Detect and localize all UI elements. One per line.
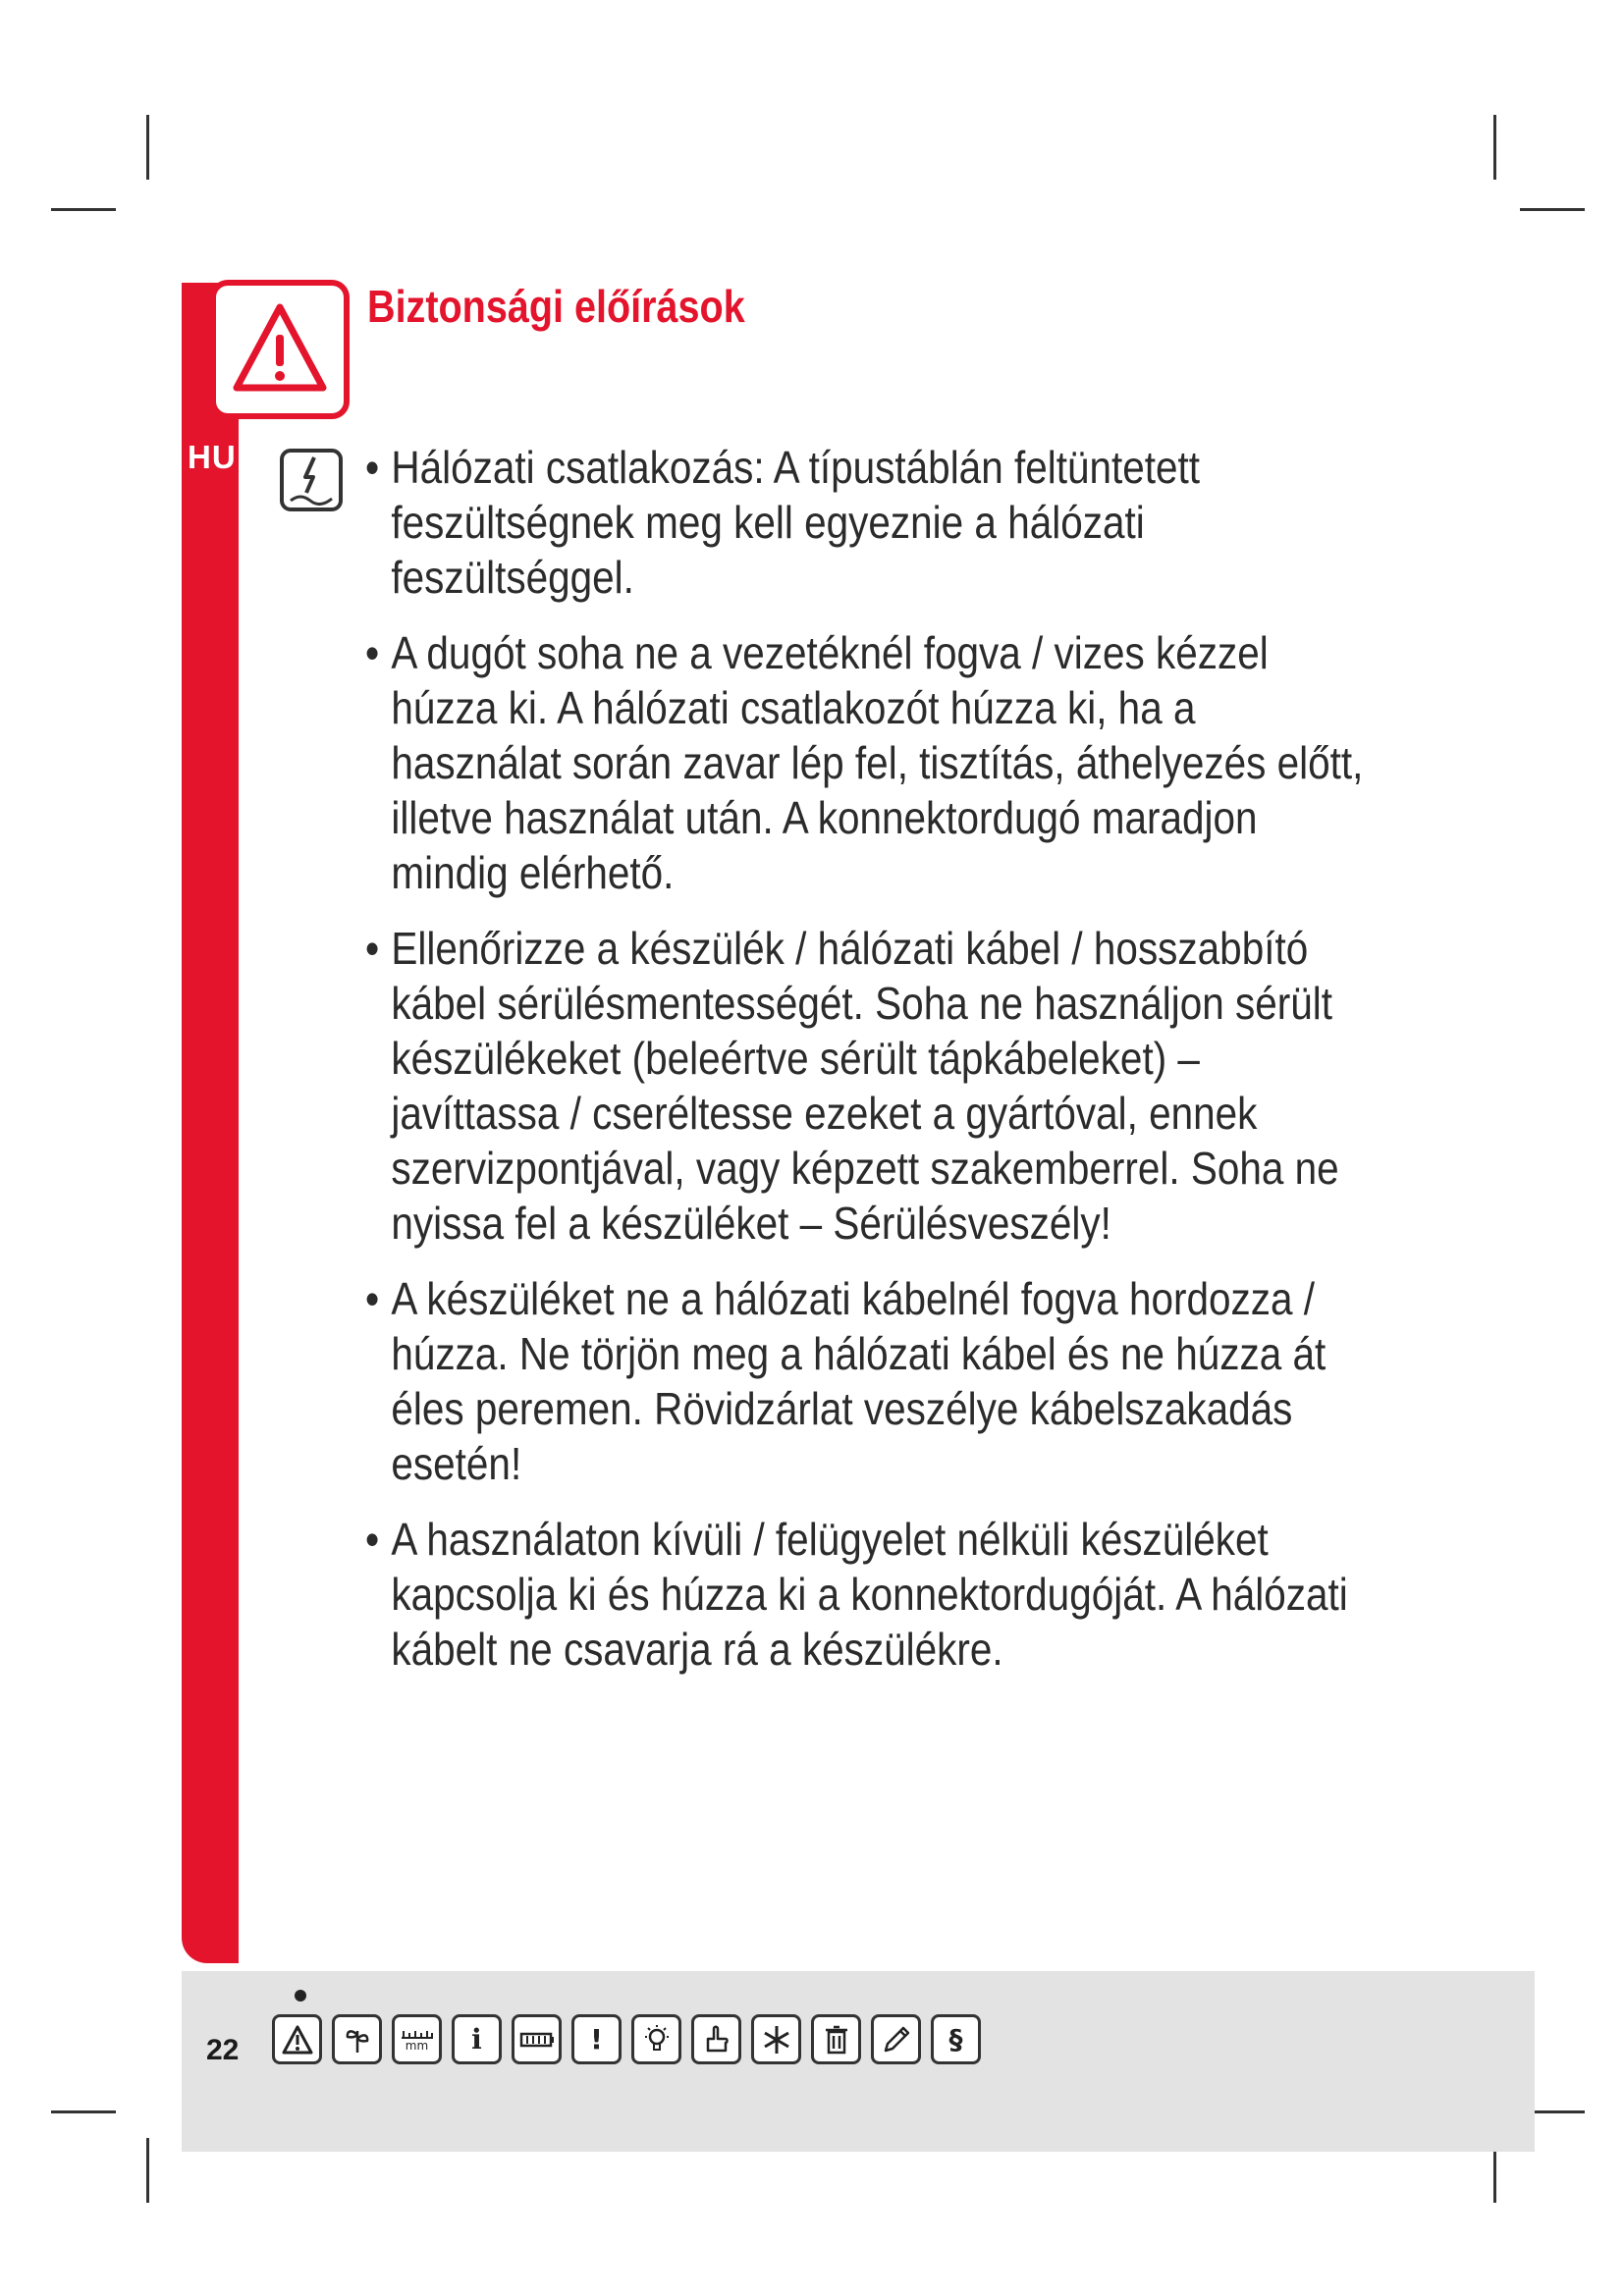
mains-plug-icon — [279, 448, 344, 512]
nav-lightbulb-icon[interactable] — [631, 2014, 681, 2064]
language-code: HU — [188, 439, 237, 475]
nav-snowflake-icon[interactable] — [751, 2014, 801, 2064]
nav-dimensions-icon[interactable] — [392, 2014, 442, 2064]
dimensions-unit-label: mm — [405, 2038, 429, 2053]
crop-mark — [146, 2138, 149, 2203]
crop-mark — [1493, 115, 1496, 180]
warning-triangle-icon — [210, 280, 350, 419]
crop-mark — [51, 2110, 116, 2113]
list-item: • A készüléket ne a hálózati kábelnél fogva hordozza / húzza. Ne törjön meg a hálózati kábel és ne húzza át éles peremen. Rövidzárlat veszélye kábelszakadás esetén! — [365, 1271, 1377, 1491]
crop-mark — [1520, 208, 1585, 211]
law-label: § — [948, 2022, 963, 2056]
info-label: i — [471, 2022, 482, 2056]
list-item: • A használaton kívüli / felügyelet nélküli készüléket kapcsolja ki és húzza ki a konnektordugóját. A hálózati kábelt ne csavarja rá a készülékre. — [365, 1512, 1377, 1677]
nav-pencil-icon[interactable] — [871, 2014, 921, 2064]
nav-hand-pointer-icon[interactable] — [691, 2014, 741, 2064]
attention-label: ! — [590, 2022, 603, 2056]
nav-law-icon[interactable] — [931, 2014, 981, 2064]
nav-environment-icon[interactable] — [332, 2014, 382, 2064]
footer-navigation — [272, 2014, 981, 2064]
nav-battery-icon[interactable] — [512, 2014, 562, 2064]
nav-trash-bin-icon[interactable] — [811, 2014, 861, 2064]
safety-instructions-list — [365, 440, 1386, 1697]
nav-info-icon[interactable] — [452, 2014, 502, 2064]
list-item: • Hálózati csatlakozás: A típustáblán feltüntetett feszültségnek meg kell egyeznie a hálózati feszültséggel. — [365, 440, 1377, 605]
list-item: • A dugót soha ne a vezetéknél fogva / vizes kézzel húzza ki. A hálózati csatlakozót húzza ki, ha a használat során zavar lép fel, tisztítás, áthelyezés előtt, illetve használat után. A konnektordugó maradjon mindig elérhető. — [365, 625, 1377, 900]
page-number: 22 — [206, 2034, 240, 2066]
language-sidebar — [182, 283, 239, 1963]
crop-mark — [146, 115, 149, 180]
list-item: • Ellenőrizze a készülék / hálózati kábel / hosszabbító kábel sérülésmentességét. Soha ne használjon sérült készülékeket (beleértve sérült tápkábeleket) – javíttassa / cseréltesse ezeket a gyártóval, ennek szervizpontjával, vagy képzett szakemberrel. Soha ne nyissa fel a készüléket – Sérülésveszély! — [365, 921, 1377, 1251]
page-title: Biztonsági előírások — [367, 281, 745, 332]
crop-mark — [51, 208, 116, 211]
current-section-indicator — [295, 1990, 306, 2002]
nav-attention-icon[interactable] — [571, 2014, 622, 2064]
nav-warning-icon[interactable] — [272, 2014, 322, 2064]
